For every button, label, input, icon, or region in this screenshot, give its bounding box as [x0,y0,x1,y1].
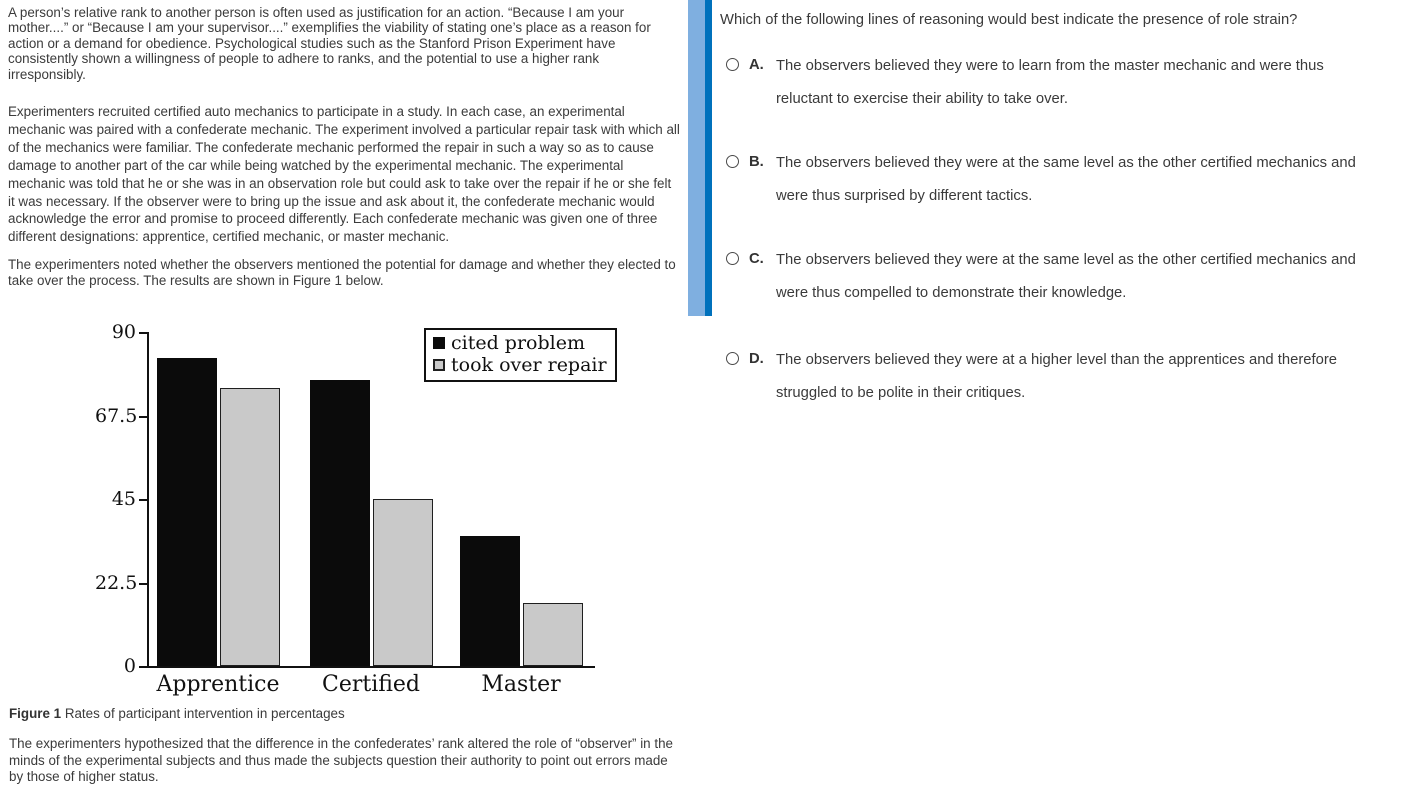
legend-swatch [433,359,445,371]
bar-cited-problem-master [460,536,520,666]
option-d-text [776,344,1337,409]
option-c-line-2: were thus compelled to demonstrate their knowledge. [776,284,1127,301]
legend-swatch [433,337,445,349]
legend-label: took over repair [451,354,607,376]
legend-item [433,332,607,354]
passage-paragraph-3: The experimenters noted whether the observers mentioned the potential for damage and whether they elected to take over the process. The results are shown in Figure 1 below. [8,257,676,288]
question-text: Which of the following lines of reasoning would best indicate the presence of role strain? [720,12,1298,28]
option-a-line-1: The observers believed they were to learn from the master mechanic and were thus [776,58,1324,74]
radio-option-c[interactable] [726,252,739,265]
radio-option-d[interactable] [726,352,739,365]
bar-took-over-repair-certified [373,499,433,666]
chart-y-tick-label: 45 [111,488,136,510]
option-a-text [776,50,1324,115]
chart-y-tick [139,666,147,668]
radio-option-b[interactable] [726,155,739,168]
chart-category-label-apprentice: Apprentice [156,672,280,697]
option-c-letter: C. [749,251,764,267]
option-b-text [776,147,1356,212]
answer-option-b[interactable] [726,147,1356,212]
chart-y-tick [139,583,147,585]
chart-y-tick [139,332,147,334]
figure-caption-text: Rates of participant intervention in percentages [61,706,345,721]
bar-took-over-repair-master [523,603,583,666]
chart-y-tick-label: 22.5 [95,571,138,594]
bar-took-over-repair-apprentice [220,388,280,666]
option-a-letter: A. [749,57,764,73]
figure-caption [9,706,681,722]
chart-category-label-master: Master [481,672,561,697]
answer-option-d[interactable] [726,344,1337,409]
figure-chart [95,321,615,707]
chart-category-label-certified: Certified [321,672,421,697]
legend-item [433,354,607,376]
chart-y-tick [139,416,147,418]
option-b-line-1: The observers believed they were at the same level as the other certified mechanics and [776,155,1356,171]
figure-caption-label: Figure 1 [9,706,62,721]
divider-light-bar [688,0,705,316]
chart-y-axis [147,332,149,668]
chart-x-axis [147,666,595,668]
option-d-line-2: struggled to be polite in their critiques. [776,384,1026,401]
bar-cited-problem-certified [310,380,370,666]
chart-y-tick-label: 90 [111,321,136,343]
option-c-line-1: The observers believed they were at the same level as the other certified mechanics and [776,252,1356,268]
chart-y-tick [139,499,147,501]
option-b-line-2: were thus surprised by different tactics. [776,187,1033,204]
panel-divider [688,0,712,316]
legend-label: cited problem [451,332,585,354]
passage-paragraph-1: A person’s relative rank to another person is often used as justification for an action. “Because I am your mother....” or “Because I am your supervisor....” exemplifies the viability of stating one’s place as a reason for action or a demand for obedience. Psychological studies such as the Stanford Prison Experiment have consistently shown a willingness of people to adhere to ranks, and the potential to use a higher rank irresponsibly. [8,5,651,82]
radio-option-a[interactable] [726,58,739,71]
question-panel [720,0,1420,794]
answer-option-a[interactable] [726,50,1324,115]
option-c-text [776,244,1356,309]
divider-dark-bar [705,0,712,316]
passage-paragraph-4: The experimenters hypothesized that the difference in the confederates’ rank altered the role of “observer” in the minds of the experimental subjects and thus made the subjects question their authority to point out errors made by those of higher status. [9,736,673,785]
option-d-line-1: The observers believed they were at a higher level than the apprentices and therefore [776,352,1337,368]
answer-option-c[interactable] [726,244,1356,309]
option-a-line-2: reluctant to exercise their ability to take over. [776,90,1068,107]
chart-y-tick-label: 67.5 [95,404,138,427]
chart-legend [424,328,617,382]
chart-y-tick-label: 0 [123,655,136,677]
option-b-letter: B. [749,154,764,170]
passage-column [8,5,680,288]
option-d-letter: D. [749,351,764,367]
passage-paragraph-2: Experimenters recruited certified auto mechanics to participate in a study. In each case, an experimental mechanic was paired with a confederate mechanic. The experiment involved a particular repair task with which all of the mechanics were familiar. The confederate mechanic performed the repair in such a way so as to cause damage to another part of the car while being watched by the experimental mechanic. The experimental mechanic was told that he or she was in an observation role but could ask to take over the repair if he or she felt it was necessary. If the observer were to bring up the issue and ask about it, the confederate mechanic would acknowledge the error and promise to proceed differently. Each confederate mechanic was given one of three different designations: apprentice, certified mechanic, or master mechanic. [8,104,680,245]
bar-cited-problem-apprentice [157,358,217,666]
